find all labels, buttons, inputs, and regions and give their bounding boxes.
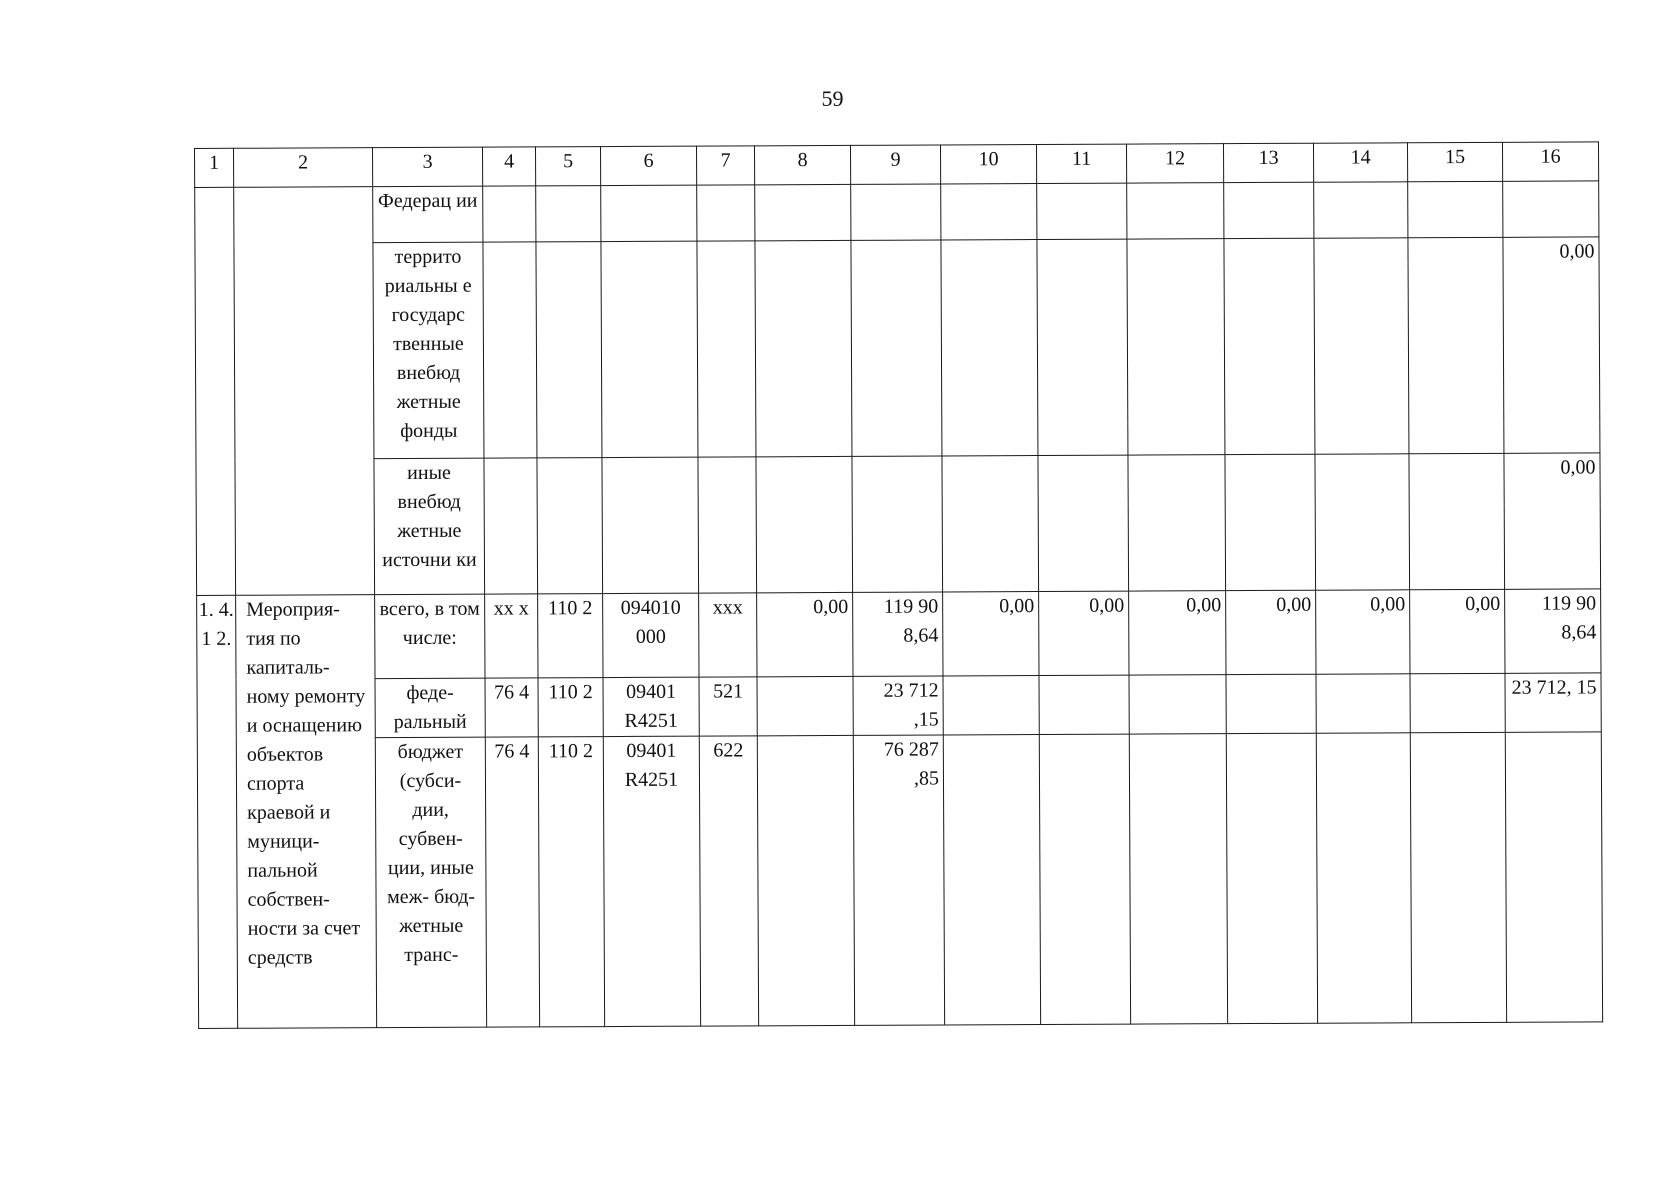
item-name: Мероприя- тия по капиталь- ному ремонту и оснащению объектов спорта краевой и муници- пальной собствен- ности за счет средств bbox=[236, 595, 377, 1029]
page-number: 59 bbox=[821, 86, 844, 111]
code-cell: 521 bbox=[699, 677, 757, 736]
header-cell: 16 bbox=[1502, 142, 1598, 181]
budget-table bbox=[194, 141, 1603, 1029]
code-cell: 76 4 bbox=[485, 678, 538, 737]
code-cell: 09401 R4251 bbox=[603, 677, 699, 736]
table-row bbox=[195, 237, 1600, 460]
header-cell: 7 bbox=[696, 146, 754, 185]
code-cell: 110 2 bbox=[538, 594, 603, 678]
value-cell bbox=[1226, 674, 1316, 733]
header-cell: 11 bbox=[1036, 144, 1126, 183]
value-cell bbox=[1129, 675, 1226, 734]
value-cell bbox=[1039, 675, 1129, 734]
value-cell: 0,00 bbox=[1503, 237, 1600, 453]
value-cell bbox=[1039, 734, 1130, 1024]
value-cell: 0,00 bbox=[1316, 590, 1410, 674]
code-cell: 094010 000 bbox=[603, 593, 699, 677]
header-cell: 15 bbox=[1407, 142, 1502, 181]
code-cell: 76 4 bbox=[485, 737, 539, 1027]
value-cell: 76 287 ,85 bbox=[853, 735, 944, 1025]
value-cell: 119 90 8,64 bbox=[1505, 589, 1601, 673]
value-cell: 0,00 bbox=[1129, 591, 1226, 675]
item-number: 1. 4. 1 2. bbox=[197, 595, 238, 1028]
value-cell bbox=[1503, 181, 1599, 237]
header-cell: 13 bbox=[1223, 143, 1313, 182]
header-cell: 5 bbox=[535, 147, 600, 186]
header-cell: 9 bbox=[850, 145, 940, 184]
header-cell: 12 bbox=[1126, 144, 1223, 183]
code-cell: xxx bbox=[699, 593, 757, 677]
header-cell: 14 bbox=[1313, 143, 1407, 182]
value-cell: 0,00 bbox=[1410, 589, 1505, 673]
value-cell bbox=[1410, 673, 1505, 732]
header-row bbox=[195, 142, 1599, 188]
table-row bbox=[197, 732, 1602, 1029]
header-cell: 4 bbox=[482, 147, 535, 186]
value-cell bbox=[757, 735, 854, 1025]
value-cell: 0,00 bbox=[757, 592, 853, 676]
value-cell: 0,00 bbox=[943, 592, 1039, 676]
header-cell: 6 bbox=[600, 146, 696, 185]
value-cell: 23 712, 15 bbox=[1505, 673, 1601, 732]
header-cell: 2 bbox=[234, 148, 373, 188]
source-cell: террито риальны е государс твенные внебюд жетные фонды bbox=[373, 242, 484, 459]
header-cell: 3 bbox=[373, 147, 483, 187]
code-cell: 09401 R4251 bbox=[603, 736, 700, 1026]
value-cell: 0,00 bbox=[1226, 590, 1316, 674]
code-cell: 110 2 bbox=[538, 737, 604, 1027]
value-cell bbox=[943, 735, 1040, 1025]
value-cell: 119 90 8,64 bbox=[853, 592, 943, 676]
header-cell: 10 bbox=[940, 145, 1036, 184]
table-row bbox=[197, 673, 1601, 739]
value-cell: 0,00 bbox=[1504, 453, 1601, 589]
value-cell bbox=[1316, 733, 1411, 1023]
value-cell bbox=[1505, 732, 1602, 1022]
value-cell bbox=[1316, 674, 1410, 733]
source-cell: иные внебюд жетные источни ки bbox=[374, 458, 485, 595]
table-row bbox=[195, 181, 1599, 244]
value-cell bbox=[943, 676, 1039, 735]
source-cell: феде- ральный bbox=[375, 678, 485, 738]
code-cell: 110 2 bbox=[538, 678, 603, 737]
value-cell bbox=[1226, 733, 1317, 1023]
value-cell: 23 712 ,15 bbox=[853, 676, 943, 735]
value-cell bbox=[1129, 734, 1227, 1024]
table-row bbox=[197, 589, 1601, 680]
code-cell: xx x bbox=[485, 594, 538, 678]
header-cell: 1 bbox=[195, 148, 234, 187]
empty-cell bbox=[234, 187, 375, 596]
code-cell: 622 bbox=[699, 736, 758, 1026]
value-cell: 0,00 bbox=[1039, 591, 1129, 675]
value-cell bbox=[757, 676, 853, 735]
source-cell: Федерац ии bbox=[373, 186, 483, 243]
header-cell: 8 bbox=[754, 145, 850, 184]
source-cell: всего, в том числе: bbox=[375, 594, 485, 679]
source-cell: бюджет (субси- дии, субвен- ции, иные меж- бюд- жетные транс- bbox=[375, 737, 486, 1028]
value-cell bbox=[1410, 732, 1506, 1022]
empty-cell bbox=[195, 187, 236, 595]
table-row bbox=[196, 453, 1601, 596]
